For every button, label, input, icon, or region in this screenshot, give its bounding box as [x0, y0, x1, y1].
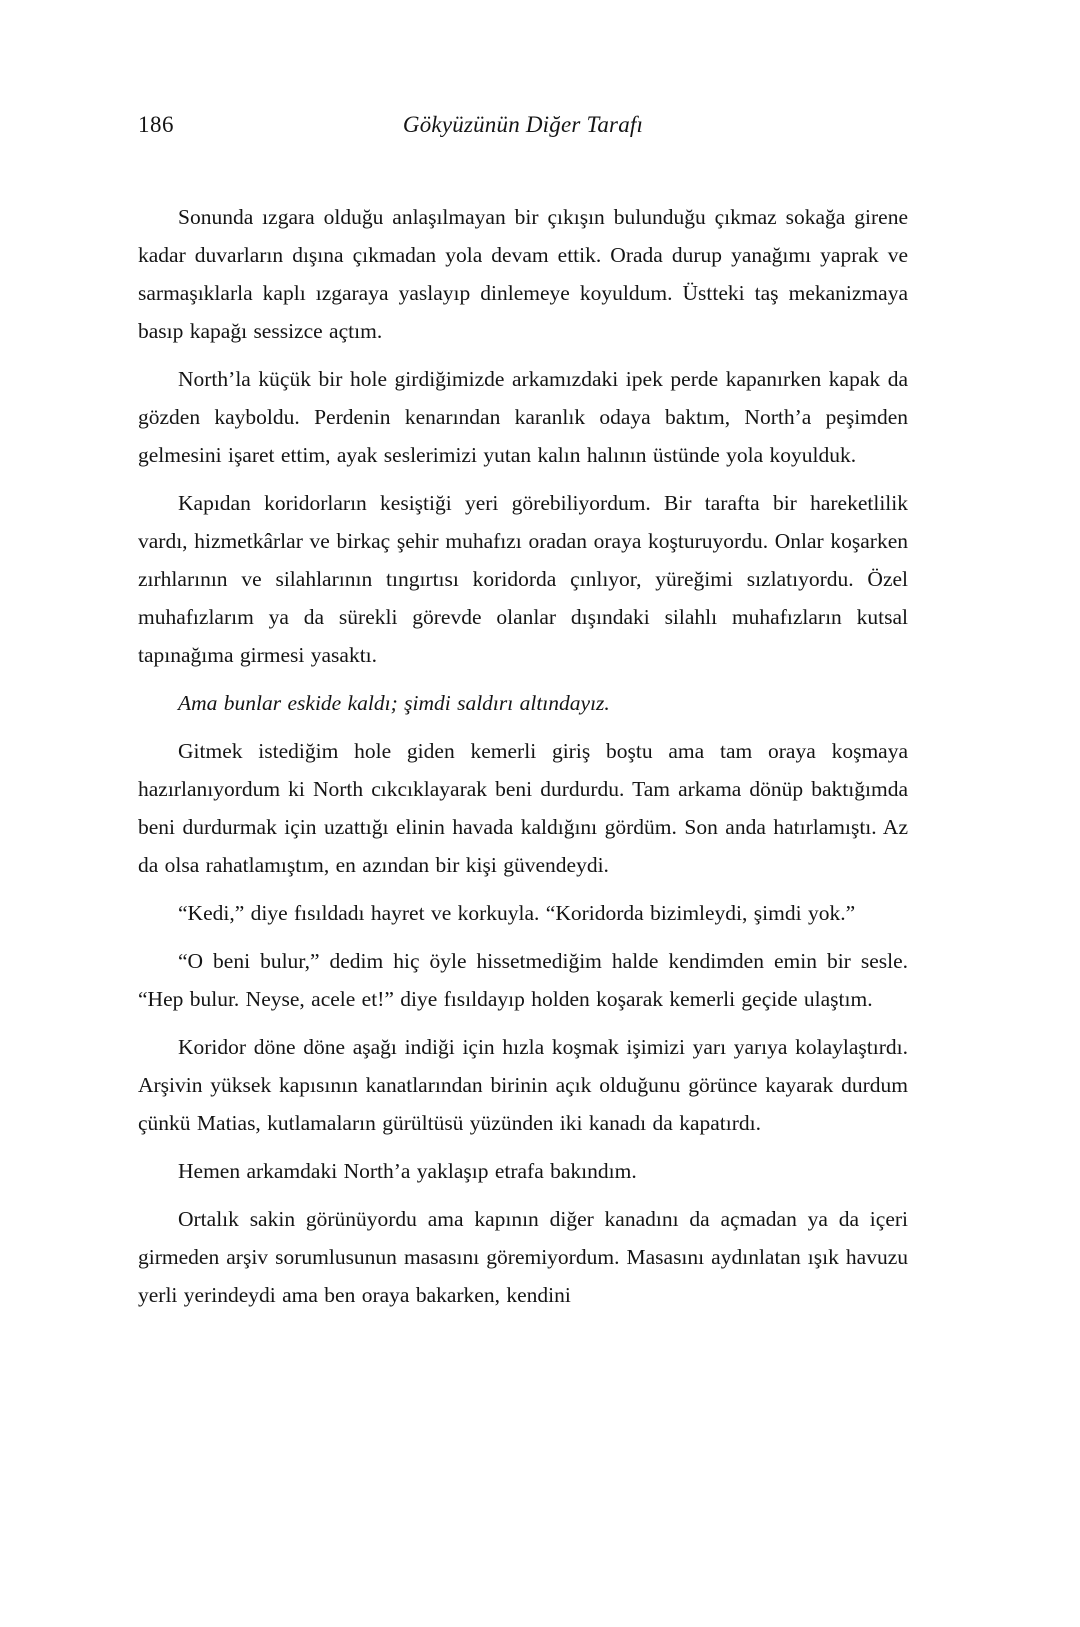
paragraph: Gitmek istediğim hole giden kemerli giriş boştu ama tam oraya koşmaya hazırlanıyordum ki North cıkcıklayarak beni durdurdu. Tam arkama dönüp baktığımda beni durdurmak için uzattığı elinin havada kaldığını gördüm. Son anda hatırlamıştı. Az da olsa rahatlamıştım, en azından bir kişi güvendeydi.: [138, 739, 908, 877]
paragraph: Ama bunlar eskide kaldı; şimdi saldırı altındayız.: [178, 691, 610, 715]
paragraph: Ortalık sakin görünüyordu ama kapının diğer kanadını da açmadan ya da içeri girmeden arşiv sorumlusunun masasını göremiyordum. Masasını aydınlatan ışık havuzu yerli yerindeydi ama ben oraya bakarken, kendini: [138, 1207, 908, 1307]
body-text: [138, 198, 908, 1314]
page-number: 186: [138, 112, 174, 137]
paragraph: Kapıdan koridorların kesiştiği yeri görebiliyordum. Bir tarafta bir hareketlilik vardı, hizmetkârlar ve birkaç şehir muhafızı oradan oraya koşturuyordu. Onlar koşarken zırhlarının ve silahlarının tıngırtısı koridorda çınlıyor, yüreğimi sızlatıyordu. Özel muhafızlarım ya da sürekli görevde olanlar dışındaki silahlı muhafızların kutsal tapınağıma girmesi yasaktı.: [138, 491, 908, 667]
paragraph: Sonunda ızgara olduğu anlaşılmayan bir çıkışın bulunduğu çıkmaz sokağa girene kadar duvarların dışına çıkmadan yola devam ettik. Orada durup yanağımı yaprak ve sarmaşıklarla kaplı ızgaraya yaslayıp dinlemeye koyuldum. Üstteki taş mekanizmaya basıp kapağı sessizce açtım.: [138, 205, 908, 343]
book-title: Gökyüzünün Diğer Tarafı: [402, 112, 644, 137]
paragraph: North’la küçük bir hole girdiğimizde arkamızdaki ipek perde kapanırken kapak da gözden kayboldu. Perdenin kenarından karanlık odaya baktım, North’a peşimden gelmesini işaret ettim, ayak seslerimizi yutan kalın halının üstünde yola koyulduk.: [138, 367, 908, 467]
running-header: [138, 112, 908, 146]
paragraph: Koridor döne döne aşağı indiği için hızla koşmak işimizi yarı yarıya kolaylaştırdı. Arşivin yüksek kapısının kanatlarından birinin açık olduğunu görünce kayarak durdum çünkü Matias, kutlamaların gürültüsü yüzünden iki kanadı da kapatırdı.: [138, 1035, 908, 1135]
paragraph: Hemen arkamdaki North’a yaklaşıp etrafa bakındım.: [178, 1159, 637, 1183]
paragraph: “Kedi,” diye fısıldadı hayret ve korkuyla. “Koridorda bizimleydi, şimdi yok.”: [178, 901, 856, 925]
paragraph: “O beni bulur,” dedim hiç öyle hissetmediğim halde kendimden emin bir sesle. “Hep bulur. Neyse, acele et!” diye fısıldayıp holden koşarak kemerli geçide ulaştım.: [138, 949, 908, 1011]
